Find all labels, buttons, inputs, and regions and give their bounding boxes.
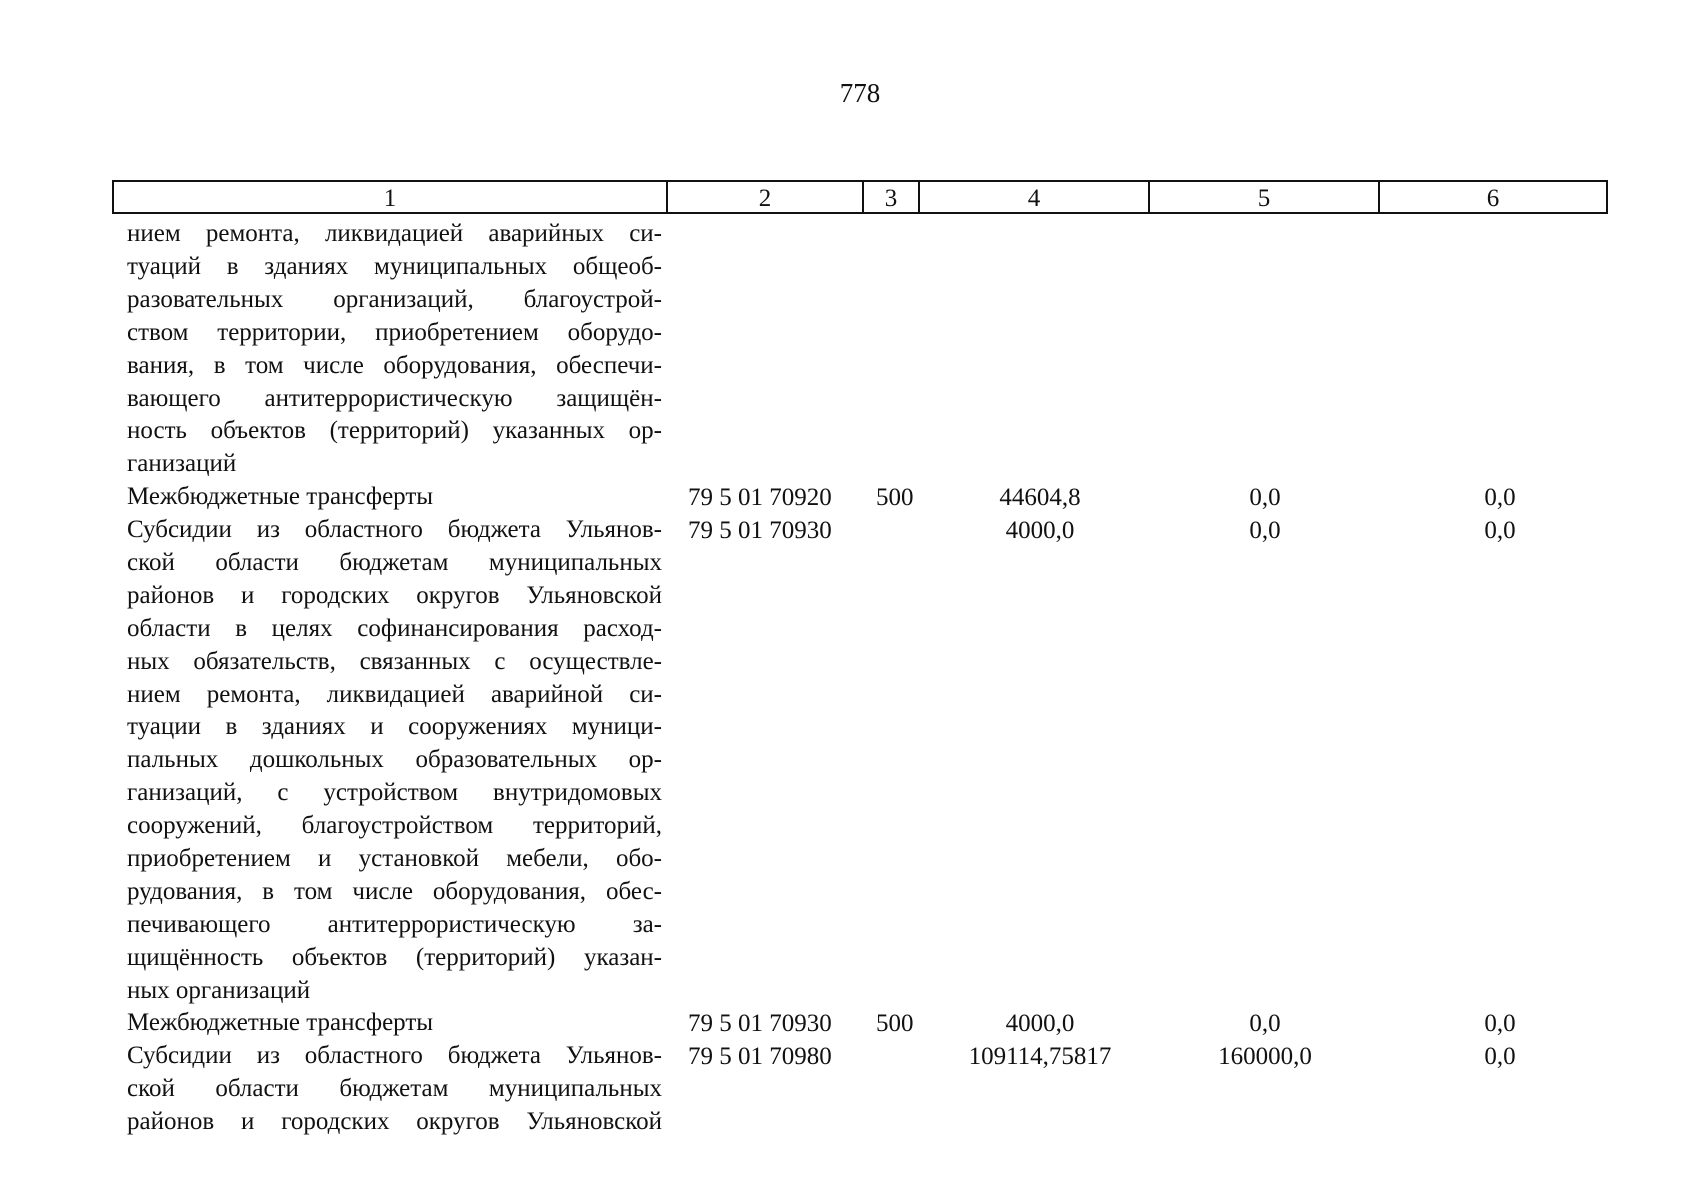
header-col-1: 1 [114,182,668,212]
row-1-description [127,481,662,514]
row-4-value-4: 109114,75817 [968,1043,1112,1070]
row-2-value-4: 4000,0 [1005,517,1075,544]
row-4-code: 79 5 01 70980 [688,1043,832,1070]
text-line: сооружений, благоустройством территорий, [127,812,662,840]
text-line: районов и городских округов Ульяновской [127,581,662,609]
text-line: ных обязательств, связанных с осуществле- [127,647,662,675]
row-3-value-4: 4000,0 [1005,1010,1075,1037]
row-2-value-5: 0,0 [1249,517,1281,544]
text-line: ных организаций [127,976,311,1004]
row-1-code: 79 5 01 70920 [688,484,832,511]
row-3-value-5: 0,0 [1249,1010,1281,1037]
text-line: районов и городских округов Ульяновской [127,1107,662,1135]
header-col-5: 5 [1150,182,1380,212]
text-line: нием ремонта, ликвидацией аварийной си- [127,680,662,708]
text-line: ность объектов (территорий) указанных ор- [127,417,662,445]
text-line: печивающего антитеррористическую за- [127,910,662,938]
row-2-description [127,514,662,1008]
text-line: разовательных организаций, благоустрой- [127,285,662,313]
row-1-value-4: 44604,8 [999,484,1081,511]
text-line: Межбюджетные трансферты [127,1009,434,1036]
row-4-value-5: 160000,0 [1218,1043,1312,1070]
text-line: области в целях софинансирования расход- [127,614,662,642]
text-line: нием ремонта, ликвидацией аварийных си- [127,220,662,247]
row-4-description [127,1040,662,1139]
row-1-value-5: 0,0 [1249,484,1281,511]
header-col-6: 6 [1486,185,1500,212]
row-3-type: 500 [876,1010,914,1037]
text-line: ганизаций, с устройством внутридомовых [127,779,662,807]
header-col-3: 3 [864,182,920,212]
row-4-value-6: 0,0 [1484,1043,1516,1070]
text-line: рудования, в том числе оборудования, обес- [127,877,662,905]
row-3-value-6: 0,0 [1484,1010,1516,1037]
text-line: Субсидии из областного бюджета Ульянов- [127,1042,662,1069]
row-1-value-6: 0,0 [1484,484,1516,511]
text-line: ганизаций [127,450,237,478]
text-line: ством территории, приобретением оборудо- [127,318,662,346]
text-line: туации в зданиях и сооружениях муници- [127,713,662,741]
header-col-2: 2 [668,182,864,212]
text-line: приобретением и установкой мебели, обо- [127,845,662,873]
row-2-code: 79 5 01 70930 [688,517,832,544]
header-col-4: 4 [920,182,1150,212]
text-line: Межбюджетные трансферты [127,483,434,510]
text-line: вающего антитеррористическую защищён- [127,384,662,412]
row-3-code: 79 5 01 70930 [688,1010,832,1037]
page-number: 778 [839,78,881,108]
text-line: ской области бюджетам муниципальных [127,548,662,576]
row-3-description [127,1007,662,1040]
text-line: пальных дошкольных образовательных ор- [127,746,662,774]
text-line: ской области бюджетам муниципальных [127,1074,662,1102]
text-line: щищённость объектов (территорий) указан- [127,943,662,971]
row-2-value-6: 0,0 [1484,517,1516,544]
row-0-description [127,218,662,481]
row-1-type: 500 [876,484,914,511]
text-line: вания, в том числе оборудования, обеспечи- [127,351,662,379]
table-header [112,180,1608,214]
text-line: туаций в зданиях муниципальных общеоб- [127,252,662,280]
text-line: Субсидии из областного бюджета Ульянов- [127,516,662,543]
